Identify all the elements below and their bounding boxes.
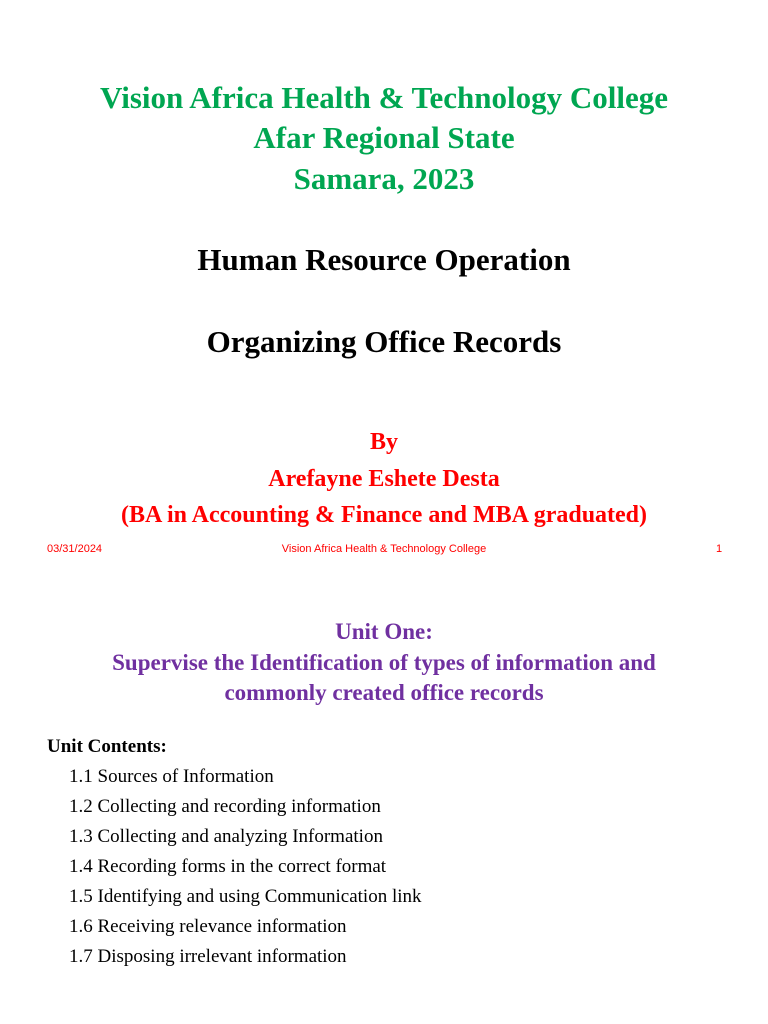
unit-title-line-1: Supervise the Identification of types of information and xyxy=(112,650,656,675)
author-credentials: (BA in Accounting & Finance and MBA graduated) xyxy=(120,502,648,528)
list-item: 1.5 Identifying and using Communication link xyxy=(69,886,422,907)
author-name: Arefayne Eshete Desta xyxy=(268,466,500,492)
list-item: 1.4 Recording forms in the correct format xyxy=(69,856,387,877)
footer-date: 03/31/2024 xyxy=(47,543,103,555)
footer-page-number: 1 xyxy=(716,543,723,555)
footer-college: Vision Africa Health & Technology College xyxy=(281,543,487,555)
list-item: 1.3 Collecting and analyzing Information xyxy=(69,826,383,847)
college-name: Vision Africa Health & Technology College xyxy=(99,80,669,115)
course-title: Human Resource Operation xyxy=(197,242,571,277)
contents-heading: Unit Contents: xyxy=(47,736,167,757)
list-item: 1.2 Collecting and recording information xyxy=(69,796,381,817)
list-item: 1.6 Receiving relevance information xyxy=(69,916,347,937)
slide-footer xyxy=(0,543,768,559)
list-item: 1.7 Disposing irrelevant information xyxy=(69,946,347,967)
by-label: By xyxy=(369,429,398,455)
place-year: Samara, 2023 xyxy=(293,161,475,196)
contents-list xyxy=(69,765,422,975)
module-title: Organizing Office Records xyxy=(206,324,562,359)
unit-one-slide xyxy=(0,575,768,1024)
unit-title-line-2: commonly created office records xyxy=(224,680,544,705)
unit-label: Unit One: xyxy=(335,619,433,644)
region-name: Afar Regional State xyxy=(253,120,515,155)
list-item: 1.1 Sources of Information xyxy=(69,766,274,787)
